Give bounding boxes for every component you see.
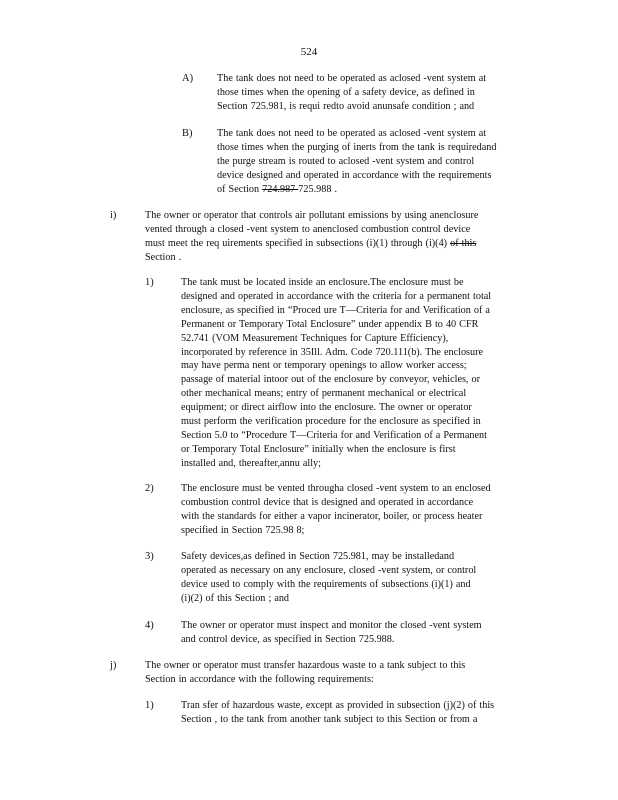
item-text-j	[145, 659, 530, 687]
item-label-4: 4)	[145, 620, 154, 631]
text-line: The owner or operator that controls air pollutant emissions by using anenclosure	[145, 210, 479, 221]
text-line: or Temporary Total Enclosure” initially when the enclosure is first	[181, 443, 456, 455]
paragraph	[145, 659, 530, 687]
struck-text: 724.987	[262, 183, 299, 195]
text-line	[145, 237, 530, 251]
text-run: of Section	[217, 183, 263, 195]
struck-text: of this	[450, 237, 477, 249]
text-line: incorporated by reference in 35Ill. Adm. Code 720.111(b). The enclosure	[181, 346, 484, 358]
item-label-1: 1)	[145, 277, 154, 288]
text-line: (i)(2) of this Section ; and	[181, 592, 290, 604]
text-line: The tank does not need to be operated as aclosed -vent system at	[217, 128, 487, 139]
text-line: Safety devices,as defined in Section 725.981, may be installedand	[181, 551, 455, 562]
text-line: Tran sfer of hazardous waste, except as provided in subsection (j)(2) of this	[181, 700, 495, 711]
text-line: specified in Section 725.98 8;	[181, 524, 305, 536]
text-line: 52.741 (VOM Measurement Techniques for Capture Efficiency),	[181, 332, 449, 344]
item-text-4	[181, 619, 538, 647]
text-line: designed and operated in accordance with the criteria for a permanent total	[181, 290, 492, 302]
text-line	[217, 183, 527, 197]
text-line: The owner or operator must transfer hazardous waste to a tank subject to this	[145, 660, 466, 671]
text-run: must meet the req uirements specified in subsections (i)(1) through (i)(4)	[145, 237, 451, 249]
paragraph	[145, 209, 530, 265]
paragraph	[181, 482, 538, 538]
text-line: Section , to the tank from another tank subject to this Section or from a	[181, 713, 478, 725]
item-label-i: i)	[110, 210, 117, 221]
item-label-3: 3)	[145, 551, 154, 562]
item-label-j: j)	[110, 660, 117, 671]
item-text-A	[217, 72, 527, 114]
text-line: passage of material intoor out of the enclosure by conveyor, vehicles, or	[181, 374, 481, 386]
text-line: combustion control device that is designed and operated in accordance	[181, 496, 474, 508]
item-label-B: B)	[182, 128, 193, 139]
paragraph	[181, 699, 538, 727]
paragraph	[181, 550, 538, 606]
text-line: The tank must be located inside an enclosure.The enclosure must be	[181, 277, 464, 288]
text-line: Section 725.981, is requi redto avoid anunsafe condition ; and	[217, 100, 475, 112]
text-line: Section 5.0 to “Procedure T—Criteria for and Verification of a Permanent	[181, 429, 487, 441]
text-line: those times when the purging of inerts from the tank is requiredand	[217, 141, 497, 153]
page-number: 524	[300, 46, 318, 58]
text-line: device designed and operated in accordance with the requirements	[217, 169, 492, 181]
text-line: operated as necessary on any enclosure, closed -vent system, or control	[181, 564, 477, 576]
paragraph	[181, 619, 538, 647]
paragraph	[217, 127, 527, 197]
text-line: may have perma nent or temporary openings to allow worker access;	[181, 360, 467, 372]
text-line: those times when the opening of a safety device, as defined in	[217, 86, 475, 98]
text-line: installed and, thereafter,annu ally;	[181, 457, 321, 469]
item-text-1	[181, 276, 538, 471]
text-line: enclosure, as specified in “Proced ure T—Criteria for and Verification of a	[181, 304, 490, 316]
item-text-B	[217, 127, 527, 197]
item-text-j1	[181, 699, 538, 727]
text-line: The enclosure must be vented througha closed -vent system to an enclosed	[181, 483, 491, 494]
text-line: the purge stream is routed to aclosed -vent system and control	[217, 155, 475, 167]
item-text-i	[145, 209, 530, 265]
item-label-2: 2)	[145, 483, 154, 494]
item-label-A: A)	[182, 73, 194, 84]
text-line: The tank does not need to be operated as aclosed -vent system at	[217, 73, 487, 84]
paragraph	[217, 72, 527, 114]
text-line: vented through a closed -vent system to anenclosed combustion control device	[145, 223, 471, 235]
text-line: Section in accordance with the following requirements:	[145, 673, 374, 685]
text-line: with the standards for either a vapor incinerator, boiler, or process heater	[181, 510, 483, 522]
item-text-3	[181, 550, 538, 606]
text-line: device used to comply with the requirements of subsections (i)(1) and	[181, 578, 471, 590]
text-line: must perform the verification procedure for the enclosure as specified in	[181, 416, 481, 428]
item-text-2	[181, 482, 538, 538]
text-line: and control device, as specified in Section 725.988.	[181, 633, 395, 645]
text-line: Permanent or Temporary Total Enclosure” under appendix B to 40 CFR	[181, 318, 479, 330]
paragraph	[181, 276, 538, 471]
text-line: equipment; or direct airflow into the enclosure. The owner or operator	[181, 402, 472, 414]
text-run: 725.988 .	[298, 183, 337, 195]
text-line: The owner or operator must inspect and monitor the closed -vent system	[181, 620, 482, 631]
item-label-j1: 1)	[145, 700, 154, 711]
text-line: other mechanical means; entry of permanent mechanical or electrical	[181, 388, 467, 400]
text-line: Section .	[145, 251, 182, 263]
